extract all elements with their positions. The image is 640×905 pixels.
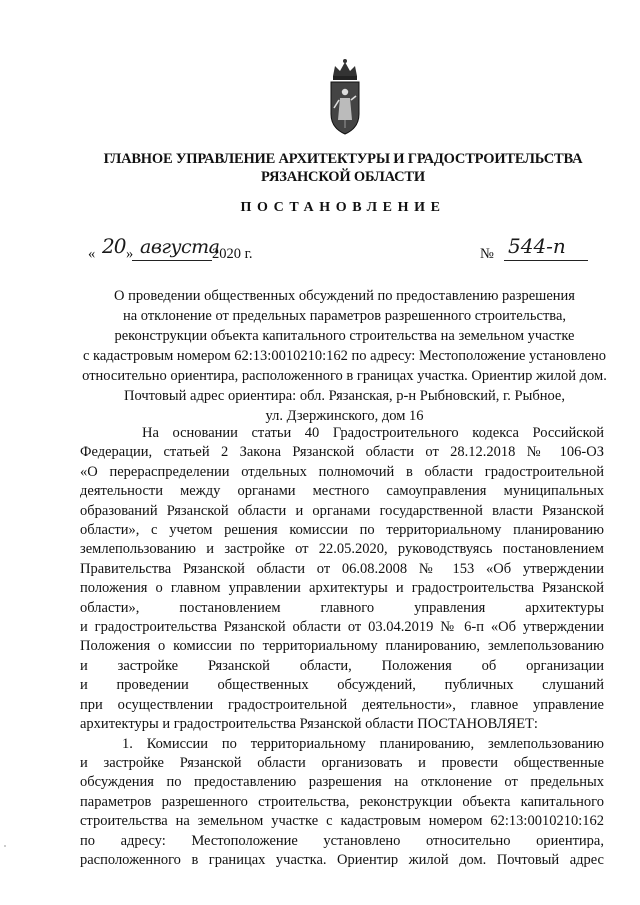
subject-line: на отклонение от предельных параметров разрешенного строительства, bbox=[122, 308, 567, 324]
body-line: и проведении общественных обсуждений, публичных слушаний bbox=[80, 677, 604, 694]
subject-line: ул. Дзержинского, дом 16 bbox=[265, 408, 424, 424]
date-day-handwritten: 20 bbox=[102, 234, 126, 258]
body-line: «О перераспределении отдельных полномочий в области градостроительной bbox=[80, 463, 604, 480]
body-line: области», с учетом решения комиссии по территориальному планированию bbox=[80, 522, 604, 539]
subject-line: Почтовый адрес ориентира: обл. Рязанская, р-н Рыбновский, г. Рыбное, bbox=[124, 388, 565, 404]
org-name-line2: РЯЗАНСКОЙ ОБЛАСТИ bbox=[261, 169, 425, 185]
body-line: и застройке Рязанской области организовать и провести общественные bbox=[80, 754, 604, 771]
org-name-line1: ГЛАВНОЕ УПРАВЛЕНИЕ АРХИТЕКТУРЫ И ГРАДОСТРОИТЕЛЬСТВА bbox=[103, 151, 583, 167]
scan-speck bbox=[4, 845, 6, 847]
body-line: области», постановлением главного управления архитектуры bbox=[80, 599, 604, 616]
subject-line: с кадастровым номером 62:13:0010210:162 по адресу: Местоположение установлено bbox=[82, 348, 607, 364]
document-subject bbox=[62, 286, 627, 426]
body-line: образований Рязанской области и органами государственной власти Рязанской bbox=[80, 502, 604, 519]
body-line: землепользованию и застройке от 22.05.2020, руководствуясь постановлением bbox=[80, 541, 604, 558]
date-month-handwritten: августа bbox=[140, 236, 220, 258]
body-line: На основании статьи 40 Градостроительного кодекса Российской bbox=[142, 425, 604, 441]
date-year: 2020 г. bbox=[212, 246, 253, 262]
date-open-quote: « bbox=[88, 246, 96, 262]
body-line: деятельности между органами местного самоуправления муниципальных bbox=[80, 483, 604, 500]
body-line: Положения о комиссии по территориальному планированию, землепользованию bbox=[80, 638, 604, 655]
date-underline bbox=[132, 260, 212, 261]
body-line: Федерации, статьей 2 Закона Рязанской области от 28.12.2018 № 106-ОЗ bbox=[80, 444, 604, 461]
body-line: расположенного в границах участка. Ориентир жилой дом. Почтовый адрес bbox=[80, 851, 604, 868]
subject-line: реконструкции объекта капитального строительства на земельном участке bbox=[114, 328, 575, 344]
body-line: положения о главном управлении архитектуры и градостроительства Рязанской bbox=[80, 580, 604, 597]
number-underline bbox=[504, 260, 588, 261]
document-type-title: ПОСТАНОВЛЕНИЕ bbox=[240, 200, 446, 215]
body-line: и застройке Рязанской области, Положения об организации bbox=[80, 657, 604, 674]
body-line: 1. Комиссии по территориальному планированию, землепользованию bbox=[122, 735, 604, 752]
subject-line: О проведении общественных обсуждений по предоставлению разрешения bbox=[114, 288, 575, 304]
document-body bbox=[80, 424, 604, 870]
body-line: параметров разрешенного строительства, реконструкции объекта капитального bbox=[80, 793, 604, 810]
body-line: Правительства Рязанской области от 06.08.2008 № 153 «Об утверждении bbox=[80, 560, 604, 577]
body-line: по адресу: Местоположение установлено относительно ориентира, bbox=[80, 832, 604, 849]
date-number-row bbox=[88, 234, 588, 264]
body-line: архитектуры и градостроительства Рязанской области ПОСТАНОВЛЯЕТ: bbox=[80, 716, 538, 733]
subject-line: относительно ориентира, расположенного в границах участка. Ориентир жилой дом. bbox=[82, 368, 607, 384]
body-line: обсуждения по предоставлению разрешения на отклонение от предельных bbox=[80, 774, 604, 791]
date-close-quote: » bbox=[126, 246, 134, 262]
document-number-handwritten: 544-п bbox=[508, 234, 566, 258]
body-line: строительства на земельном участке с кадастровым номером 62:13:0010210:162 bbox=[80, 813, 604, 830]
body-line: при осуществлении градостроительной деятельности», главное управление bbox=[80, 696, 604, 713]
coat-of-arms-icon bbox=[325, 56, 365, 138]
number-sign: № bbox=[480, 246, 494, 262]
body-line: и градостроительства Рязанской области от 03.04.2019 № 6-п «Об утверждении bbox=[80, 619, 604, 636]
